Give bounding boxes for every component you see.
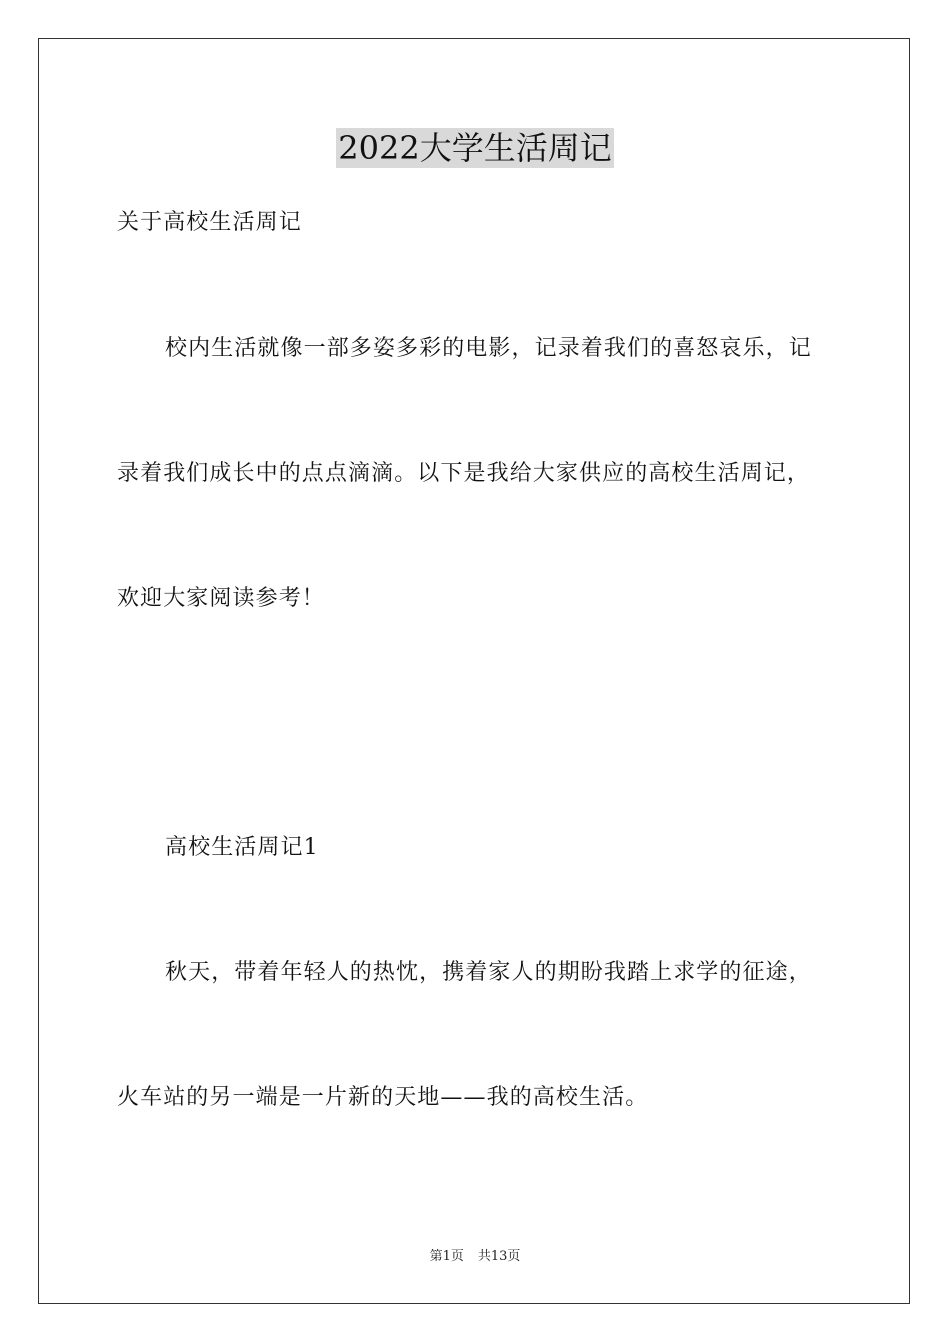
paragraph-1-line-1: 校内生活就像一部多姿多彩的电影，记录着我们的喜怒哀乐，记: [165, 336, 812, 361]
document-subtitle: 关于高校生活周记: [117, 210, 302, 235]
section-paragraph-line-1: 秋天，带着年轻人的热忱，携着家人的期盼我踏上求学的征途，: [165, 960, 812, 985]
title-container: [0, 128, 950, 168]
document-title: 2022大学生活周记: [338, 129, 612, 167]
page-footer: [0, 1248, 950, 1266]
paragraph-1-line-3: 欢迎大家阅读参考！: [117, 586, 325, 611]
page-number: 第1页: [429, 1249, 464, 1264]
page-total: 共13页: [477, 1249, 521, 1264]
section-heading: 高校生活周记1: [165, 835, 319, 860]
section-paragraph-line-2: 火车站的另一端是一片新的天地——我的高校生活。: [117, 1085, 649, 1110]
paragraph-1-line-2: 录着我们成长中的点点滴滴。以下是我给大家供应的高校生活周记，: [117, 461, 811, 486]
